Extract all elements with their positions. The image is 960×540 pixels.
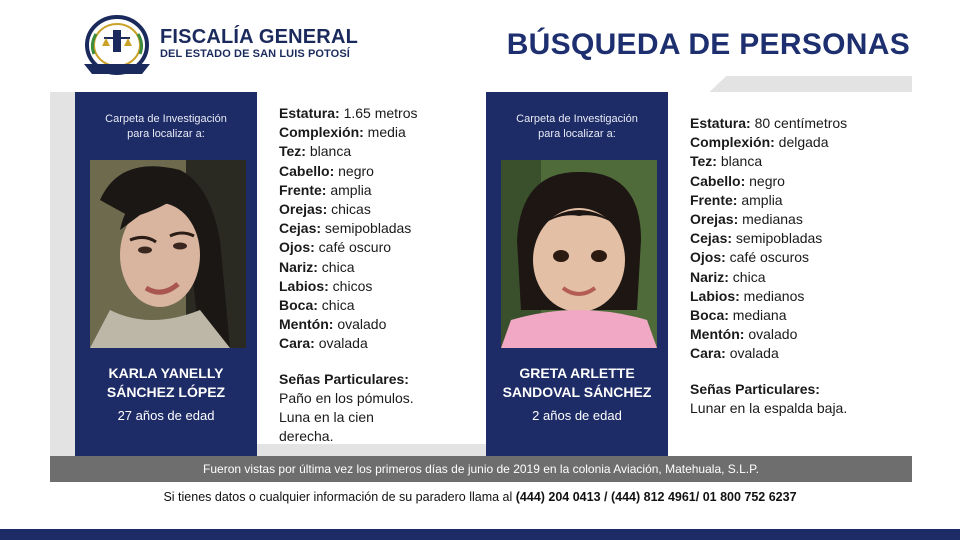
person-name: KARLA YANELLY SÁNCHEZ LÓPEZ [106,365,226,400]
trait-row: Frente: amplia [279,181,372,198]
marks-line: derecha. [279,428,334,445]
trait-row: Labios: chicos [279,277,373,294]
person-photo [90,160,246,348]
trait-row: Cara: ovalada [690,345,779,362]
marks-title: Señas Particulares: [279,370,409,387]
person-card-greta [486,92,668,456]
trait-row: Orejas: chicas [279,201,371,218]
person-age: 2 años de edad [532,408,622,423]
card-caption: Carpeta de Investigación para localizar a: [105,113,227,140]
person-details-karla [257,92,487,444]
state-seal-icon [80,14,154,80]
person-name: GRETA ARLETTE SANDOVAL SÁNCHEZ [502,365,652,400]
trait-row: Cara: ovalada [279,335,368,352]
trait-row: Cabello: negro [279,162,374,179]
trait-row: Frente: amplia [690,191,783,208]
trait-row: Cejas: semipobladas [279,220,412,237]
trait-row: Mentón: ovalado [279,316,387,333]
trait-row: Boca: mediana [690,307,787,324]
trait-row: Mentón: ovalado [690,326,798,343]
trait-row: Estatura: 80 centímetros [690,115,848,131]
trait-row: Complexión: media [279,124,406,141]
trait-row: Tez: blanca [279,143,352,160]
card-caption: Carpeta de Investigación para localizar a: [516,113,638,140]
trait-row: Labios: medianos [690,287,805,304]
marks-line: Lunar en la espalda baja. [690,399,848,416]
trait-row: Tez: blanca [690,153,763,170]
trait-row: Nariz: chica [690,268,766,285]
marks-line: Paño en los pómulos. [279,389,414,406]
trait-row: Complexión: delgada [690,134,829,151]
person-age: 27 años de edad [117,408,215,423]
last-seen-banner: Fueron vistas por última vez los primeros días de junio de 2019 en la colonia Aviación, Matehuala, S.L.P. [50,456,912,482]
trait-row: Ojos: café oscuros [690,249,810,266]
trait-row: Orejas: medianas [690,211,803,228]
person-details-greta [668,92,912,456]
contact-line: Si tienes datos o cualquier información de su paradero llama al (444) 204 0413 / (444) 812 4961/ 01 800 752 6237 [163,490,797,504]
trait-row: Ojos: café oscuro [279,239,392,256]
trait-row: Estatura: 1.65 metros [279,105,418,121]
marks-line: Luna en la cien [279,409,374,426]
org-name: FISCALÍA GENERAL [160,26,359,48]
marks-title: Señas Particulares: [690,380,820,397]
page-title: BÚSQUEDA DE PERSONAS [506,28,910,61]
trait-row: Nariz: chica [279,258,355,275]
bottom-strip [0,529,960,540]
trait-row: Boca: chica [279,297,355,314]
org-subtitle: DEL ESTADO DE SAN LUIS POTOSÍ [160,48,350,60]
contact-phones: (444) 204 0413 / (444) 812 4961/ 01 800 752 6237 [515,490,797,504]
person-card-karla [75,92,257,456]
trait-row: Cejas: semipobladas [690,230,823,247]
trait-row: Cabello: negro [690,172,785,189]
person-photo [501,160,657,348]
